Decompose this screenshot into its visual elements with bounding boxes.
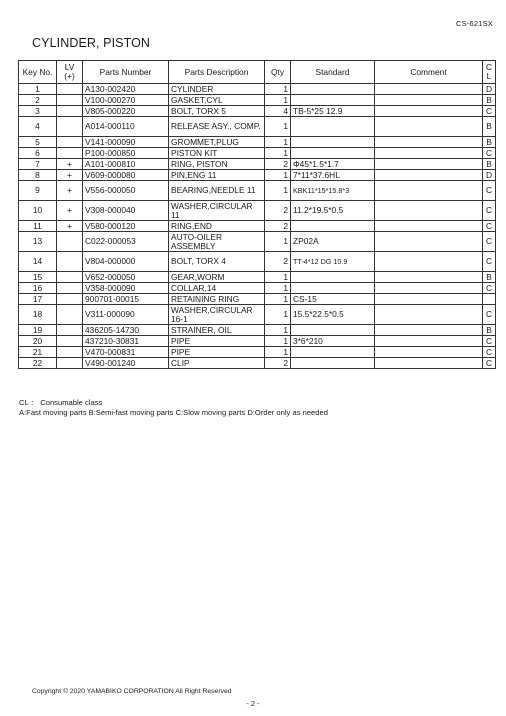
table-row: [19, 283, 496, 294]
comment-cell: [375, 283, 483, 294]
parts-number-cell: V652-000050: [83, 272, 169, 283]
comment-cell: [375, 347, 483, 358]
parts-description-cell: BOLT, TORX 4: [169, 252, 265, 272]
standard-cell: 7*11*37.6HL: [291, 170, 375, 181]
qty-cell: 2: [265, 221, 291, 232]
table-row: [19, 137, 496, 148]
lv-cell: [57, 95, 83, 106]
lv-cell: +: [57, 159, 83, 170]
parts-number-cell: V490-001240: [83, 358, 169, 369]
page-number: - 2 -: [246, 699, 260, 708]
table-row: [19, 294, 496, 305]
table-row: [19, 117, 496, 137]
parts-description-cell: GASKET,CYL: [169, 95, 265, 106]
legend-line-consumable: CL ： Consumable class: [19, 398, 103, 407]
comment-cell: [375, 272, 483, 283]
header-row: [19, 61, 496, 84]
parts-number-cell: V311-000090: [83, 305, 169, 325]
table-row: [19, 159, 496, 170]
lv-cell: [57, 272, 83, 283]
parts-description-cell: AUTO-OILER ASSEMBLY: [169, 232, 265, 252]
table-row: [19, 221, 496, 232]
comment-cell: [375, 221, 483, 232]
table-row: [19, 84, 496, 95]
table-row: [19, 181, 496, 201]
comment-cell: [375, 148, 483, 159]
col-header-standard: Standard: [291, 61, 375, 84]
parts-number-cell: A014-000110: [83, 117, 169, 137]
parts-number-cell: V580-000120: [83, 221, 169, 232]
key-no-cell: 7: [19, 159, 57, 170]
page-title: CYLINDER, PISTON: [32, 36, 151, 50]
lv-cell: [57, 148, 83, 159]
col-header-lv: LV (+): [57, 61, 83, 84]
parts-number-cell: C022-000053: [83, 232, 169, 252]
lv-cell: [57, 137, 83, 148]
lv-cell: [57, 252, 83, 272]
qty-cell: 1: [265, 117, 291, 137]
parts-description-cell: WASHER,CIRCULAR 16-1: [169, 305, 265, 325]
parts-table-body: [19, 84, 496, 369]
standard-cell: Φ45*1.5*1.7: [291, 159, 375, 170]
key-no-cell: 6: [19, 148, 57, 159]
copyright-notice: Copyright © 2020 YAMABIKO CORPORATION All Right Reserved: [32, 688, 232, 695]
key-no-cell: 2: [19, 95, 57, 106]
cl-cell: B: [483, 137, 496, 148]
lv-cell: [57, 117, 83, 137]
parts-table-header: [19, 61, 496, 84]
parts-description-cell: STRAINER, OIL: [169, 325, 265, 336]
cl-cell: B: [483, 159, 496, 170]
parts-description-cell: RING, PISTON: [169, 159, 265, 170]
col-header-comment: Comment: [375, 61, 483, 84]
legend-line-classes: A:Fast moving parts B:Semi-fast moving parts C:Slow moving parts D:Order only as needed: [19, 407, 328, 417]
parts-description-cell: COLLAR,14: [169, 283, 265, 294]
key-no-cell: 1: [19, 84, 57, 95]
lv-cell: [57, 305, 83, 325]
lv-cell: [57, 106, 83, 117]
standard-cell: [291, 117, 375, 137]
cl-cell: C: [483, 106, 496, 117]
cl-cell: C: [483, 305, 496, 325]
parts-number-cell: V805-000220: [83, 106, 169, 117]
parts-description-cell: PIPE: [169, 336, 265, 347]
cl-cell: B: [483, 325, 496, 336]
key-no-cell: 16: [19, 283, 57, 294]
table-row: [19, 347, 496, 358]
key-no-cell: 3: [19, 106, 57, 117]
lv-cell: [57, 232, 83, 252]
table-row: [19, 95, 496, 106]
qty-cell: 1: [265, 148, 291, 159]
key-no-cell: 11: [19, 221, 57, 232]
comment-cell: [375, 201, 483, 221]
qty-cell: 2: [265, 252, 291, 272]
comment-cell: [375, 181, 483, 201]
table-row: [19, 252, 496, 272]
parts-description-cell: PISTON KIT: [169, 148, 265, 159]
standard-cell: [291, 358, 375, 369]
lv-cell: [57, 283, 83, 294]
parts-number-cell: V358-000090: [83, 283, 169, 294]
standard-cell: [291, 95, 375, 106]
parts-number-cell: 900701-00015: [83, 294, 169, 305]
standard-cell: [291, 137, 375, 148]
parts-description-cell: PIPE: [169, 347, 265, 358]
comment-cell: [375, 232, 483, 252]
comment-cell: [375, 159, 483, 170]
qty-cell: 1: [265, 95, 291, 106]
standard-cell: [291, 84, 375, 95]
table-row: [19, 201, 496, 221]
lv-cell: +: [57, 221, 83, 232]
parts-number-cell: V556-000050: [83, 181, 169, 201]
parts-description-cell: RETAINING RING: [169, 294, 265, 305]
lv-cell: +: [57, 170, 83, 181]
key-no-cell: 18: [19, 305, 57, 325]
comment-cell: [375, 336, 483, 347]
comment-cell: [375, 84, 483, 95]
key-no-cell: 5: [19, 137, 57, 148]
key-no-cell: 8: [19, 170, 57, 181]
parts-number-cell: V470-000831: [83, 347, 169, 358]
lv-cell: [57, 347, 83, 358]
key-no-cell: 9: [19, 181, 57, 201]
standard-cell: 3*6*210: [291, 336, 375, 347]
lv-cell: [57, 294, 83, 305]
col-header-parts-description: Parts Description: [169, 61, 265, 84]
key-no-cell: 20: [19, 336, 57, 347]
qty-cell: 1: [265, 336, 291, 347]
parts-number-cell: V100-000270: [83, 95, 169, 106]
comment-cell: [375, 137, 483, 148]
qty-cell: 2: [265, 159, 291, 170]
standard-cell: TB-5*25 12.9: [291, 106, 375, 117]
key-no-cell: 15: [19, 272, 57, 283]
table-row: [19, 232, 496, 252]
standard-cell: [291, 272, 375, 283]
comment-cell: [375, 294, 483, 305]
qty-cell: 1: [265, 232, 291, 252]
standard-cell: [291, 325, 375, 336]
model-number: CS-621SX: [455, 19, 493, 28]
qty-cell: 1: [265, 347, 291, 358]
table-row: [19, 358, 496, 369]
col-header-qty: Qty: [265, 61, 291, 84]
qty-cell: 1: [265, 170, 291, 181]
qty-cell: 1: [265, 305, 291, 325]
parts-description-cell: BEARING,NEEDLE 11: [169, 181, 265, 201]
qty-cell: 1: [265, 181, 291, 201]
lv-cell: [57, 84, 83, 95]
comment-cell: [375, 358, 483, 369]
standard-cell: 11.2*19.5*0.5: [291, 201, 375, 221]
cl-cell: C: [483, 336, 496, 347]
parts-number-cell: A101-000810: [83, 159, 169, 170]
cl-cell: B: [483, 117, 496, 137]
standard-cell: [291, 148, 375, 159]
key-no-cell: 14: [19, 252, 57, 272]
col-header-parts-number: Parts Number: [83, 61, 169, 84]
key-no-cell: 19: [19, 325, 57, 336]
comment-cell: [375, 106, 483, 117]
parts-description-cell: RING,END: [169, 221, 265, 232]
parts-description-cell: CLIP: [169, 358, 265, 369]
standard-cell: [291, 221, 375, 232]
cl-cell: C: [483, 181, 496, 201]
lv-cell: +: [57, 181, 83, 201]
comment-cell: [375, 305, 483, 325]
cl-cell: B: [483, 272, 496, 283]
legend: [19, 398, 328, 417]
standard-cell: KBK11*15*15.8*3: [291, 181, 375, 201]
qty-cell: 1: [265, 283, 291, 294]
parts-description-cell: PIN,ENG 11: [169, 170, 265, 181]
standard-cell: TT-4*12 DG 10.9: [291, 252, 375, 272]
qty-cell: 1: [265, 84, 291, 95]
qty-cell: 4: [265, 106, 291, 117]
lv-cell: +: [57, 201, 83, 221]
lv-cell: [57, 325, 83, 336]
parts-number-cell: 436205-14730: [83, 325, 169, 336]
standard-cell: ZP02A: [291, 232, 375, 252]
table-row: [19, 305, 496, 325]
qty-cell: 2: [265, 201, 291, 221]
parts-number-cell: 437210-30831: [83, 336, 169, 347]
cl-cell: C: [483, 201, 496, 221]
cl-cell: C: [483, 148, 496, 159]
parts-number-cell: A130-002420: [83, 84, 169, 95]
parts-description-cell: GROMMET,PLUG: [169, 137, 265, 148]
lv-cell: [57, 336, 83, 347]
key-no-cell: 17: [19, 294, 57, 305]
comment-cell: [375, 252, 483, 272]
standard-cell: [291, 347, 375, 358]
key-no-cell: 13: [19, 232, 57, 252]
qty-cell: 1: [265, 272, 291, 283]
parts-description-cell: BOLT, TORX 5: [169, 106, 265, 117]
key-no-cell: 4: [19, 117, 57, 137]
col-header-key-no: Key No.: [19, 61, 57, 84]
key-no-cell: 22: [19, 358, 57, 369]
parts-number-cell: V141-000090: [83, 137, 169, 148]
qty-cell: 1: [265, 137, 291, 148]
qty-cell: 2: [265, 358, 291, 369]
cl-cell: C: [483, 221, 496, 232]
parts-description-cell: GEAR,WORM: [169, 272, 265, 283]
parts-number-cell: V609-000080: [83, 170, 169, 181]
parts-number-cell: P100-000850: [83, 148, 169, 159]
table-row: [19, 336, 496, 347]
table-row: [19, 325, 496, 336]
parts-description-cell: CYLINDER: [169, 84, 265, 95]
qty-cell: 1: [265, 294, 291, 305]
comment-cell: [375, 325, 483, 336]
standard-cell: 15.5*22.5*0.5: [291, 305, 375, 325]
table-row: [19, 148, 496, 159]
cl-cell: C: [483, 252, 496, 272]
comment-cell: [375, 170, 483, 181]
table-row: [19, 170, 496, 181]
comment-cell: [375, 95, 483, 106]
cl-cell: C: [483, 358, 496, 369]
cl-cell: [483, 294, 496, 305]
cl-cell: C: [483, 232, 496, 252]
qty-cell: 1: [265, 325, 291, 336]
parts-number-cell: V308-000040: [83, 201, 169, 221]
key-no-cell: 21: [19, 347, 57, 358]
cl-cell: D: [483, 84, 496, 95]
cl-cell: C: [483, 283, 496, 294]
key-no-cell: 10: [19, 201, 57, 221]
parts-description-cell: RELEASE ASY., COMP.: [169, 117, 265, 137]
comment-cell: [375, 117, 483, 137]
parts-table: [18, 60, 496, 369]
parts-number-cell: V804-000000: [83, 252, 169, 272]
lv-cell: [57, 358, 83, 369]
standard-cell: [291, 283, 375, 294]
table-row: [19, 106, 496, 117]
cl-cell: C: [483, 347, 496, 358]
parts-description-cell: WASHER,CIRCULAR 11: [169, 201, 265, 221]
cl-cell: D: [483, 170, 496, 181]
cl-cell: B: [483, 95, 496, 106]
table-row: [19, 272, 496, 283]
standard-cell: CS-15: [291, 294, 375, 305]
col-header-cl: C L: [483, 61, 496, 84]
